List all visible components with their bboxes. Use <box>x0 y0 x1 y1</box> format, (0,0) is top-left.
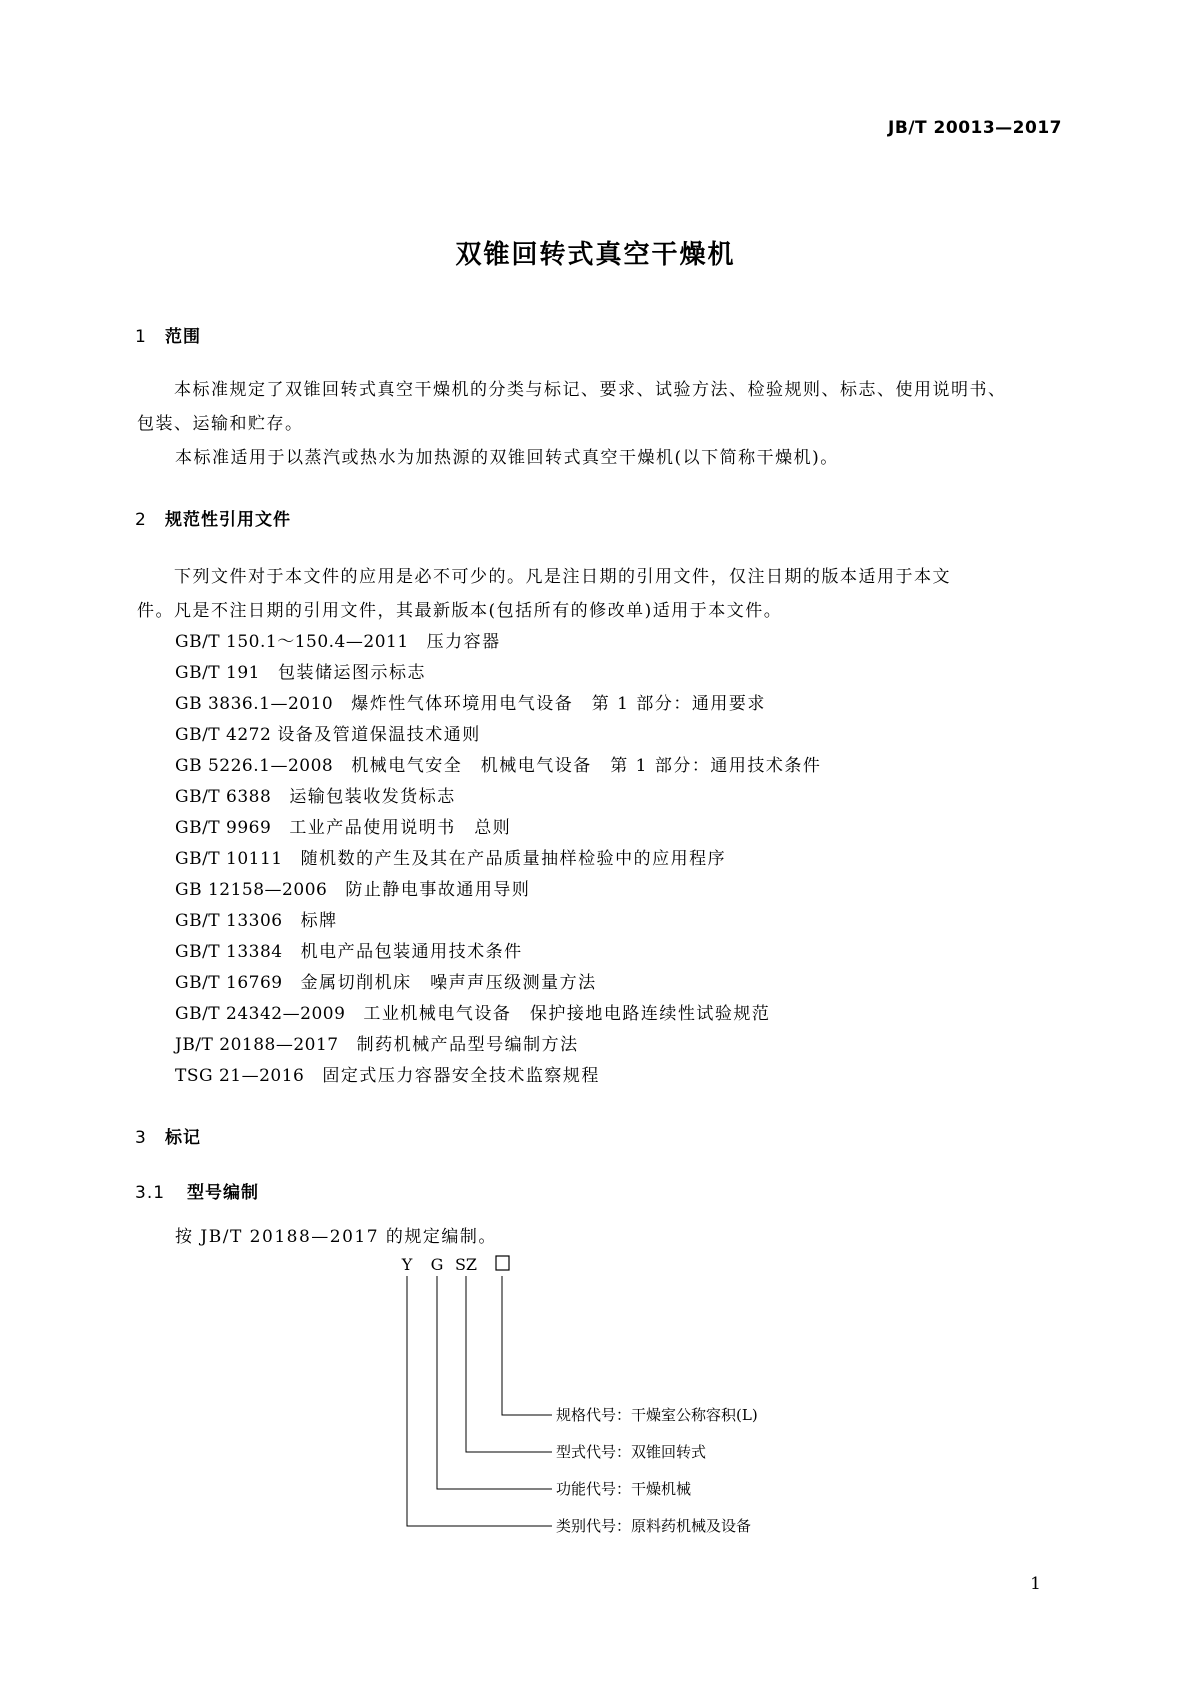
reference-code: JB/T 20188—2017 <box>175 1035 339 1055</box>
section-number: 1 <box>135 327 147 347</box>
reference-title: 工业产品使用说明书 总则 <box>289 818 512 838</box>
reference-code: GB 3836.1—2010 <box>175 694 334 714</box>
scope-paragraph-2: 本标准适用于以蒸汽或热水为加热源的双锥回转式真空干燥机(以下简称干燥机)。 <box>175 448 839 468</box>
reference-title: 固定式压力容器安全技术监察规程 <box>322 1066 600 1086</box>
section-title: 规范性引用文件 <box>165 510 291 530</box>
reference-title: 包装储运图示标志 <box>278 663 426 683</box>
reference-title: 机械电气安全 机械电气设备 第 1 部分：通用技术条件 <box>351 756 822 776</box>
section-title: 标记 <box>165 1128 201 1148</box>
type-connector <box>466 1276 552 1452</box>
function-connector <box>437 1276 552 1489</box>
spec-connector <box>502 1276 552 1415</box>
category-code: Y <box>401 1255 413 1274</box>
reference-code: GB/T 191 <box>175 663 260 683</box>
text-line: 件。凡是不注日期的引用文件，其最新版本(包括所有的修改单)适用于本文件。 <box>137 601 783 621</box>
reference-title: 标牌 <box>300 911 338 931</box>
text-line: 下列文件对于本文件的应用是必不可少的。凡是注日期的引用文件，仅注日期的版本适用于本文 <box>174 567 951 587</box>
section-number: 3 <box>135 1128 147 1148</box>
reference-title: 工业机械电气设备 保护接地电路连续性试验规范 <box>363 1004 771 1024</box>
reference-code: GB/T 13306 <box>175 911 283 931</box>
reference-code: GB/T 16769 <box>175 973 283 993</box>
reference-code: GB 12158—2006 <box>175 880 328 900</box>
section-title: 范围 <box>165 327 201 347</box>
reference-title: 压力容器 <box>426 632 501 652</box>
reference-code: GB/T 24342—2009 <box>175 1004 346 1024</box>
reference-title: 爆炸性气体环境用电气设备 第 1 部分：通用要求 <box>351 694 766 714</box>
reference-title: 制药机械产品型号编制方法 <box>356 1035 579 1055</box>
section-title: 型号编制 <box>187 1183 259 1203</box>
reference-title: 机电产品包装通用技术条件 <box>300 942 523 962</box>
reference-title: 运输包装收发货标志 <box>289 787 456 807</box>
text-line: 包装、运输和贮存。 <box>137 414 304 434</box>
reference-code: GB/T 9969 <box>175 818 272 838</box>
function-code-label: 功能代号：干燥机械 <box>556 1480 692 1498</box>
type-code: SZ <box>454 1255 478 1274</box>
reference-code: GB/T 4272 <box>175 725 272 745</box>
reference-title: 防止静电事故通用导则 <box>345 880 531 900</box>
reference-title: 设备及管道保温技术通则 <box>277 725 481 745</box>
text-line: 本标准规定了双锥回转式真空干燥机的分类与标记、要求、试验方法、检验规则、标志、使用说明书、 <box>174 380 1007 400</box>
standard-number: JB/T 20013—2017 <box>888 118 1062 138</box>
model-naming-text: 按 JB/T 20188—2017 的规定编制。 <box>175 1227 497 1247</box>
type-code-label: 型式代号：双锥回转式 <box>556 1443 707 1461</box>
reference-code: GB/T 6388 <box>175 787 272 807</box>
reference-code: GB 5226.1—2008 <box>175 756 334 776</box>
reference-code: GB/T 150.1～150.4—2011 <box>175 632 409 652</box>
reference-title: 金属切削机床 噪声声压级测量方法 <box>300 973 597 993</box>
page-number: 1 <box>1030 1574 1041 1594</box>
reference-title: 随机数的产生及其在产品质量抽样检验中的应用程序 <box>300 849 727 869</box>
spec-code-symbol: □ <box>496 1268 497 1269</box>
spec-code-label: 规格代号：干燥室公称容积(L) <box>556 1406 758 1424</box>
spec-code-box <box>496 1256 509 1270</box>
section-number: 3.1 <box>135 1183 166 1203</box>
reference-code: GB/T 13384 <box>175 942 283 962</box>
reference-code: GB/T 10111 <box>175 849 283 869</box>
document-title: 双锥回转式真空干燥机 <box>455 240 736 270</box>
reference-code: TSG 21—2016 <box>175 1066 305 1086</box>
section-number: 2 <box>135 510 147 530</box>
category-code-label: 类别代号：原料药机械及设备 <box>556 1517 752 1535</box>
function-code: G <box>430 1255 444 1274</box>
